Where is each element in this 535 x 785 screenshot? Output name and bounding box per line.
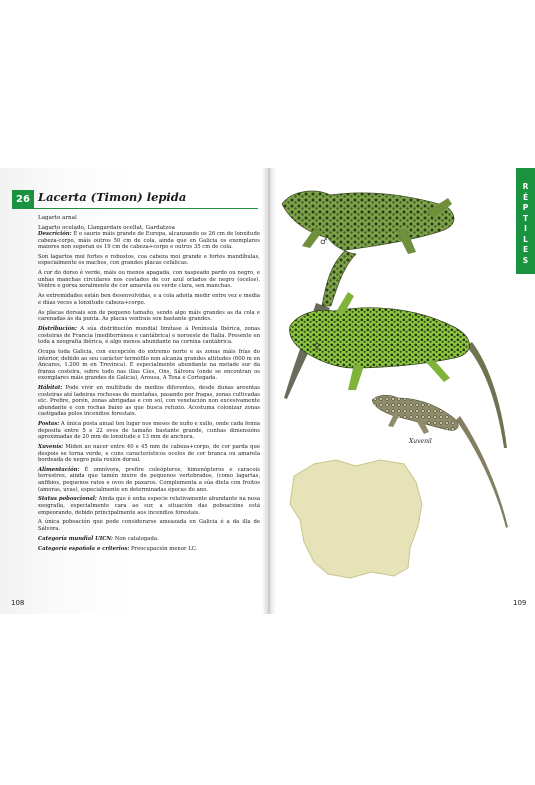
paragraph: As placas dorsais son de pequeno tamaño, sendo algo máis grandes as da cola e carenadas ás da punta. As placas ventrais son bastante grandes.: [38, 309, 260, 323]
tab-letter: É: [522, 192, 529, 202]
paragraph-description: Descrición: É o saurio máis grande de Europa, alcanzando os 26 cm de lonxitude cabeza-corpo, máis outros 50 cm de cola, ainda que en Galicia os exemplares maiores non superan os 19 cm de cabeza+corpo e outros 35 cm de cola.: [38, 231, 260, 251]
female-lizard-illustration: [290, 292, 507, 448]
paragraph-habitat: Hábitat: Pode vivir en multitude de medios diferentes, desde dunas areentas costeiras até ladeiras rochosas de montañas, pasando por fragas, zonas cultivadas etc. Prefire, porén, zonas abrigadas e con sol, con vexetación non excesivamente abundante e con rochas baixo as que busca refuxio. Acostuma colonizar zonas castigadas polos incendios forestais.: [38, 385, 260, 418]
tab-letter: T: [522, 213, 529, 223]
species-number-badge: 26: [12, 190, 34, 208]
paragraph-status: Status poboacional: Ainda que é unha especie relativamente abundante na nosa xeografía, especialmente cara ao sur, a situación das poboacións está empeorando, debido principalmente aos incendios forestais.: [38, 496, 260, 516]
lizard-illustrations: [276, 168, 516, 614]
paragraph: A cor do dorso é verde, máis ou menos apagada, con xaspeado pardo ou negro, e unhas manchas circulares nos costados de cor azul orlados de negro (ocelos). Ventre e gorxa xeralmente de cor amarela ou verde clara, sen manchas.: [38, 270, 260, 290]
tab-letter: I: [524, 224, 527, 233]
paragraph: Ocupa toda Galicia, con excepción do extremo norte e as zonas máis frías do interior, debido ao seu carácter termófilo non alcanza grandes altitudes (600 m en Ancares, 1.200 m en Trevinca). É especialmente abundante na metade sur da franxa costeira, sobre todo nas illas Cíes, Ons, Sálvora (onde se encontran os exemplares máis grandes de Galicia), Arousa, A Toxa e Cortegada.: [38, 348, 260, 382]
galicia-distribution-map: [290, 460, 422, 578]
paragraph: A única poboación que pode considerarse ameazada en Galicia é a da illa de Sálvora.: [38, 519, 260, 532]
common-name-galician: Lagarto arnal: [38, 215, 77, 221]
tab-letter: L: [523, 234, 528, 244]
paragraph: Son lagartos moi fortes e robustos, coa cabeza moi grande e fortes mandíbulas, especialmente os machos, con grandes placas cefálicas.: [38, 253, 260, 267]
female-symbol: ♀: [314, 342, 320, 351]
tab-letter: E: [522, 245, 529, 254]
paragraph-distribution: Distribución: A súa distribución mundial limítase á Península Ibérica, zonas costeiras de Francia (mediterránea e cantábrica) e noroeste de Italia. Presente en toda a xeografía ibérica, é algo menos abundante na cornixa cantábrica.: [38, 326, 260, 346]
tab-letter: P: [522, 203, 529, 212]
title-rule: [12, 208, 258, 209]
paragraph-alimentacion: Alimentación: É omnívora, prefire coleópteros, himenópteros e caracois terrestres, ainda que tamén inxire de pequenos vertebrados, (como lagartas, anfibios, pequenos ratos e ovos de paxaros. Complementa a súa dieta con froitos (amoras, uvas), especialmente en determinadas épocas do ano.: [38, 466, 260, 493]
paragraph-uicn: Categoría mundial UICN: Non catalogada.: [38, 535, 159, 542]
book-gutter: [262, 168, 276, 614]
page-number-left: 108: [11, 599, 25, 607]
juvenile-label: Xuvenil: [409, 438, 432, 445]
common-names-other: Lagarto ocelado, Llangardaix ocellat, Gardatzoa: [38, 224, 175, 231]
species-text-column: [38, 231, 260, 555]
section-tab-reptiles: [516, 168, 535, 274]
tab-letter: S: [522, 255, 529, 265]
paragraph-postas: Postas: A única posta anual ten lugar nos meses de xuño e xullo, onde cada femia deposita entre 5 e 22 ovos de tamaño bastante grande, cunhas dimensións aproximadas de 20 mm de lonxitude e 13 mm de anchura.: [38, 421, 261, 441]
male-symbol: ♂: [320, 237, 328, 246]
paragraph-category-spain: Categoría española e criterios: Preocupación menor LC.: [38, 545, 198, 552]
paragraph-xuvenis: Xuvenís: Miden ao nacer entre 40 e 45 mm de cabeza+corpo, de cor parda que despois se torna verde, e cuns característicos ocelos de cor branca ou amarela bordeada de negro pola rexión dorsal.: [38, 443, 260, 464]
page-number-right: 109: [513, 599, 527, 607]
paragraph: As extremidades están ben desenvolvidas, e a cola adoita medir entre vez e media e dúas veces a lonxitude cabeza+corpo.: [38, 293, 260, 306]
tab-letter: R: [522, 182, 529, 191]
species-title: Lacerta (Timon) lepida: [38, 190, 187, 204]
